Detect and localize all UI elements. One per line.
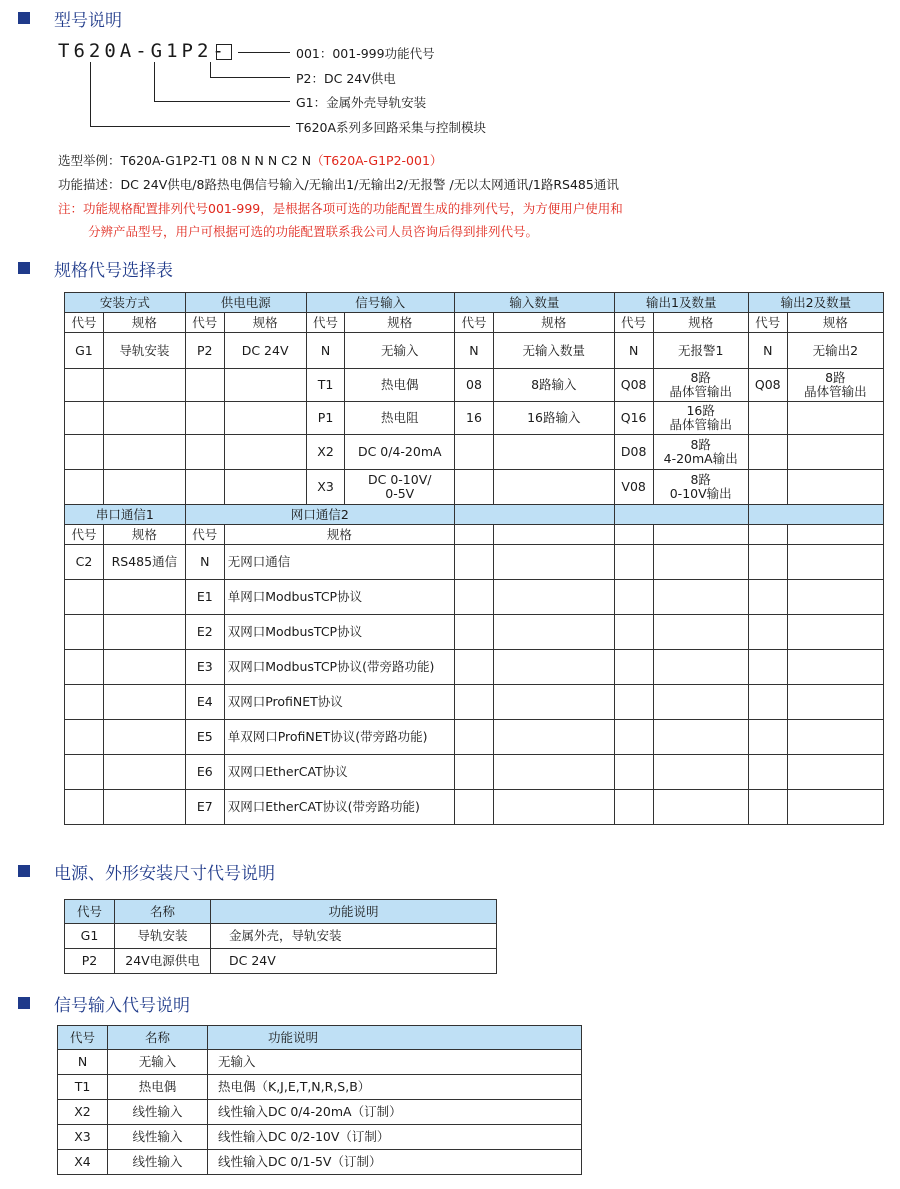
cell: N [185,545,224,580]
cell: T1 [58,1075,108,1100]
cell [653,615,748,650]
table-row [58,1075,582,1100]
cell [185,435,224,470]
power-table [64,899,497,974]
cell: E1 [185,580,224,615]
table-row [58,1050,582,1075]
cell: 单网口ModbusTCP协议 [224,580,454,615]
cell: 双网口EtherCAT协议 [224,755,454,790]
cell [455,650,494,685]
cell [493,650,614,685]
cell [748,580,787,615]
cell [748,650,787,685]
sub-header-spec: 规格 [103,313,185,333]
header-row [65,900,497,924]
group-header-row [65,293,884,313]
cell [65,369,104,402]
cell: 无网口通信 [224,545,454,580]
cell [455,755,494,790]
cell: 双网口ModbusTCP协议 [224,615,454,650]
header-cell: 代号 [65,900,115,924]
connector-line [210,77,290,78]
sub-header-spec: 规格 [653,313,748,333]
cell [455,685,494,720]
cell: 8路 晶体管输出 [787,369,883,402]
cell: P1 [306,402,345,435]
sub-header-code: 代号 [306,313,345,333]
section-square-icon [18,997,30,1009]
cell [653,755,748,790]
cell [614,755,653,790]
cell: 双网口EtherCAT协议(带旁路功能) [224,790,454,825]
cell [65,650,104,685]
header-cell: 代号 [58,1026,108,1050]
cell [787,615,883,650]
cell [103,402,185,435]
cell [614,615,653,650]
cell [103,580,185,615]
header-cell: 功能说明 [208,1026,582,1050]
comm-row [65,650,884,685]
cell [493,685,614,720]
cell: 双网口ModbusTCP协议(带旁路功能) [224,650,454,685]
cell [103,755,185,790]
cell: 热电阻 [345,402,455,435]
cell: Q16 [614,402,653,435]
cell [224,402,306,435]
cell [653,545,748,580]
sub-header-code: 代号 [65,313,104,333]
cell: P2 [65,949,115,974]
cell [493,470,614,505]
cell: N [58,1050,108,1075]
cell [787,525,883,545]
cell [65,755,104,790]
section-title-text: 型号说明 [54,10,122,31]
cell [455,580,494,615]
cell [65,580,104,615]
comm-row [65,790,884,825]
cell: DC 0/4-20mA [345,435,455,470]
cell: 线性输入 [108,1125,208,1150]
cell [493,755,614,790]
cell: 双网口ProfiNET协议 [224,685,454,720]
cell [614,685,653,720]
cell: 热电偶 [108,1075,208,1100]
cell [748,435,787,470]
section-spec-title [18,256,173,280]
cell [493,615,614,650]
sub-header-spec: 规格 [345,313,455,333]
cell [493,790,614,825]
cell: X2 [306,435,345,470]
cell: 16路输入 [493,402,614,435]
table-row [65,435,884,470]
cell: X2 [58,1100,108,1125]
comm-row [65,545,884,580]
cell [185,402,224,435]
sub-header-code: 代号 [65,525,104,545]
cell [65,615,104,650]
cell: 热电偶（K,J,E,T,N,R,S,B） [208,1075,582,1100]
cell: DC 24V [211,949,497,974]
table-row [65,333,884,369]
cell [614,650,653,685]
note-line-1: 注：功能规格配置排列代号001-999，是根据各项可选的功能配置生成的排列代号，为方便用户使用和 [58,201,623,216]
empty-header [614,505,748,525]
cell: DC 24V [224,333,306,369]
cell: 8路 4-20mA输出 [653,435,748,470]
cell: 24V电源供电 [115,949,211,974]
cell: P2 [185,333,224,369]
cell [614,580,653,615]
table-row [65,402,884,435]
cell [103,650,185,685]
cell [748,790,787,825]
cell [748,615,787,650]
cell: 无输入 [345,333,455,369]
cell: 线性输入DC 0/2-10V（订制） [208,1125,582,1150]
sub-header-spec: 规格 [787,313,883,333]
cell [653,580,748,615]
comm-row [65,755,884,790]
cell [493,525,614,545]
cell [455,435,494,470]
table-row [58,1150,582,1175]
cell [787,755,883,790]
cell [787,685,883,720]
cell: X3 [306,470,345,505]
section-square-icon [18,865,30,877]
sub-header-code: 代号 [185,525,224,545]
cell [787,545,883,580]
comm-row [65,720,884,755]
cell: RS485通信 [103,545,185,580]
cell [65,470,104,505]
cell: N [614,333,653,369]
section-title-text: 规格代号选择表 [54,260,173,281]
group-header: 信号输入 [306,293,454,313]
cell: 线性输入DC 0/4-20mA（订制） [208,1100,582,1125]
example-code: （T620A-G1P2-001） [311,153,443,168]
cell: E5 [185,720,224,755]
cell: E6 [185,755,224,790]
cell: G1 [65,333,104,369]
cell: T1 [306,369,345,402]
connector-line [90,62,91,127]
cell: Q08 [614,369,653,402]
cell: 热电偶 [345,369,455,402]
cell [748,470,787,505]
cell: E7 [185,790,224,825]
cell [65,685,104,720]
table-row [65,949,497,974]
cell [224,369,306,402]
section-title-text: 信号输入代号说明 [54,995,190,1016]
cell [493,720,614,755]
comm-row [65,615,884,650]
cell [787,720,883,755]
sub-header-code: 代号 [614,313,653,333]
group-header: 网口通信2 [185,505,454,525]
connector-line [210,62,211,78]
cell: E3 [185,650,224,685]
cell: 单双网口ProfiNET协议(带旁路功能) [224,720,454,755]
cell: E2 [185,615,224,650]
cell [787,790,883,825]
cell [787,650,883,685]
comm-row [65,580,884,615]
cell: X4 [58,1150,108,1175]
cell: 金属外壳，导轨安装 [211,924,497,949]
annotation-power: P2：DC 24V供电 [296,71,396,86]
comm-row [65,685,884,720]
group-header: 安装方式 [65,293,186,313]
sub-header-spec: 规格 [224,313,306,333]
annotation-mount: G1：金属外壳导轨安装 [296,95,427,110]
cell [455,470,494,505]
group-header: 串口通信1 [65,505,186,525]
cell [65,720,104,755]
cell: 线性输入 [108,1100,208,1125]
header-cell: 名称 [108,1026,208,1050]
cell [748,720,787,755]
cell: 无输出2 [787,333,883,369]
model-code-box [216,44,232,60]
cell [103,435,185,470]
cell: 线性输入DC 0/1-5V（订制） [208,1150,582,1175]
cell: V08 [614,470,653,505]
cell: G1 [65,924,115,949]
group-header: 输出2及数量 [748,293,883,313]
cell [787,470,883,505]
table-row [65,470,884,505]
annotation-function-code: 001：001-999功能代号 [296,46,435,61]
cell [185,369,224,402]
comm-sub-header-row [65,525,884,545]
empty-header [455,505,615,525]
group-header: 输入数量 [455,293,615,313]
cell [455,790,494,825]
connector-line [154,62,155,102]
connector-line [238,52,290,53]
spec-table [64,292,884,825]
sub-header-code: 代号 [185,313,224,333]
cell: D08 [614,435,653,470]
cell [65,402,104,435]
sub-header-row [65,313,884,333]
cell [653,790,748,825]
cell [748,685,787,720]
cell [65,790,104,825]
table-row [58,1125,582,1150]
group-header: 供电电源 [185,293,306,313]
cell [493,545,614,580]
cell [103,685,185,720]
cell [748,402,787,435]
section-square-icon [18,262,30,274]
connector-line [90,126,290,127]
cell: 导轨安装 [103,333,185,369]
cell [185,470,224,505]
sub-header-spec: 规格 [103,525,185,545]
cell: E4 [185,685,224,720]
comm-header-row [65,505,884,525]
section-model-title [18,6,122,30]
table-row [58,1100,582,1125]
cell: C2 [65,545,104,580]
cell [103,615,185,650]
header-cell: 功能说明 [211,900,497,924]
cell [65,435,104,470]
cell: 8路 晶体管输出 [653,369,748,402]
section-power-title [18,859,275,883]
cell [455,525,494,545]
cell: 8路 0-10V输出 [653,470,748,505]
section-square-icon [18,12,30,24]
cell [455,720,494,755]
cell [748,525,787,545]
cell: 无报警1 [653,333,748,369]
table-row [65,369,884,402]
cell [103,369,185,402]
empty-header [748,505,883,525]
cell [748,755,787,790]
section-signal-title [18,991,190,1015]
sub-header-code: 代号 [455,313,494,333]
cell [224,470,306,505]
cell: DC 0-10V/ 0-5V [345,470,455,505]
cell [614,525,653,545]
cell: N [455,333,494,369]
cell [493,580,614,615]
cell [455,545,494,580]
cell [614,790,653,825]
cell [103,470,185,505]
cell [103,790,185,825]
cell: 导轨安装 [115,924,211,949]
example-line [58,151,442,169]
cell [787,435,883,470]
cell: 16路 晶体管输出 [653,402,748,435]
connector-line [154,101,290,102]
cell: N [748,333,787,369]
annotation-series: T620A系列多回路采集与控制模块 [296,120,487,135]
cell: 无输入数量 [493,333,614,369]
cell [614,545,653,580]
cell [787,580,883,615]
cell [455,615,494,650]
table-row [65,924,497,949]
cell: 16 [455,402,494,435]
cell [787,402,883,435]
cell [653,685,748,720]
cell [653,720,748,755]
cell: X3 [58,1125,108,1150]
section-title-text: 电源、外形安装尺寸代号说明 [54,863,275,884]
header-row [58,1026,582,1050]
cell [493,435,614,470]
cell [653,650,748,685]
note-line-2: 分辨产品型号，用户可根据可选的功能配置联系我公司人员咨询后得到排列代号。 [88,224,539,239]
cell: 08 [455,369,494,402]
cell [614,720,653,755]
cell [224,435,306,470]
model-code: T620A-G1P2- [58,40,228,62]
cell: 无输入 [208,1050,582,1075]
cell: 8路输入 [493,369,614,402]
group-header: 输出1及数量 [614,293,748,313]
sub-header-code: 代号 [748,313,787,333]
signal-table [57,1025,582,1175]
function-description: 功能描述：DC 24V供电/8路热电偶信号输入/无输出1/无输出2/无报警 /无以太网通讯/1路RS485通讯 [58,177,619,192]
cell: Q08 [748,369,787,402]
cell [103,720,185,755]
cell [653,525,748,545]
example-label: 选型举例：T620A-G1P2-T1 08 N N N C2 N [58,153,312,168]
cell: 线性输入 [108,1150,208,1175]
cell: 无输入 [108,1050,208,1075]
sub-header-spec: 规格 [493,313,614,333]
cell [748,545,787,580]
cell: N [306,333,345,369]
sub-header-spec: 规格 [224,525,454,545]
header-cell: 名称 [115,900,211,924]
